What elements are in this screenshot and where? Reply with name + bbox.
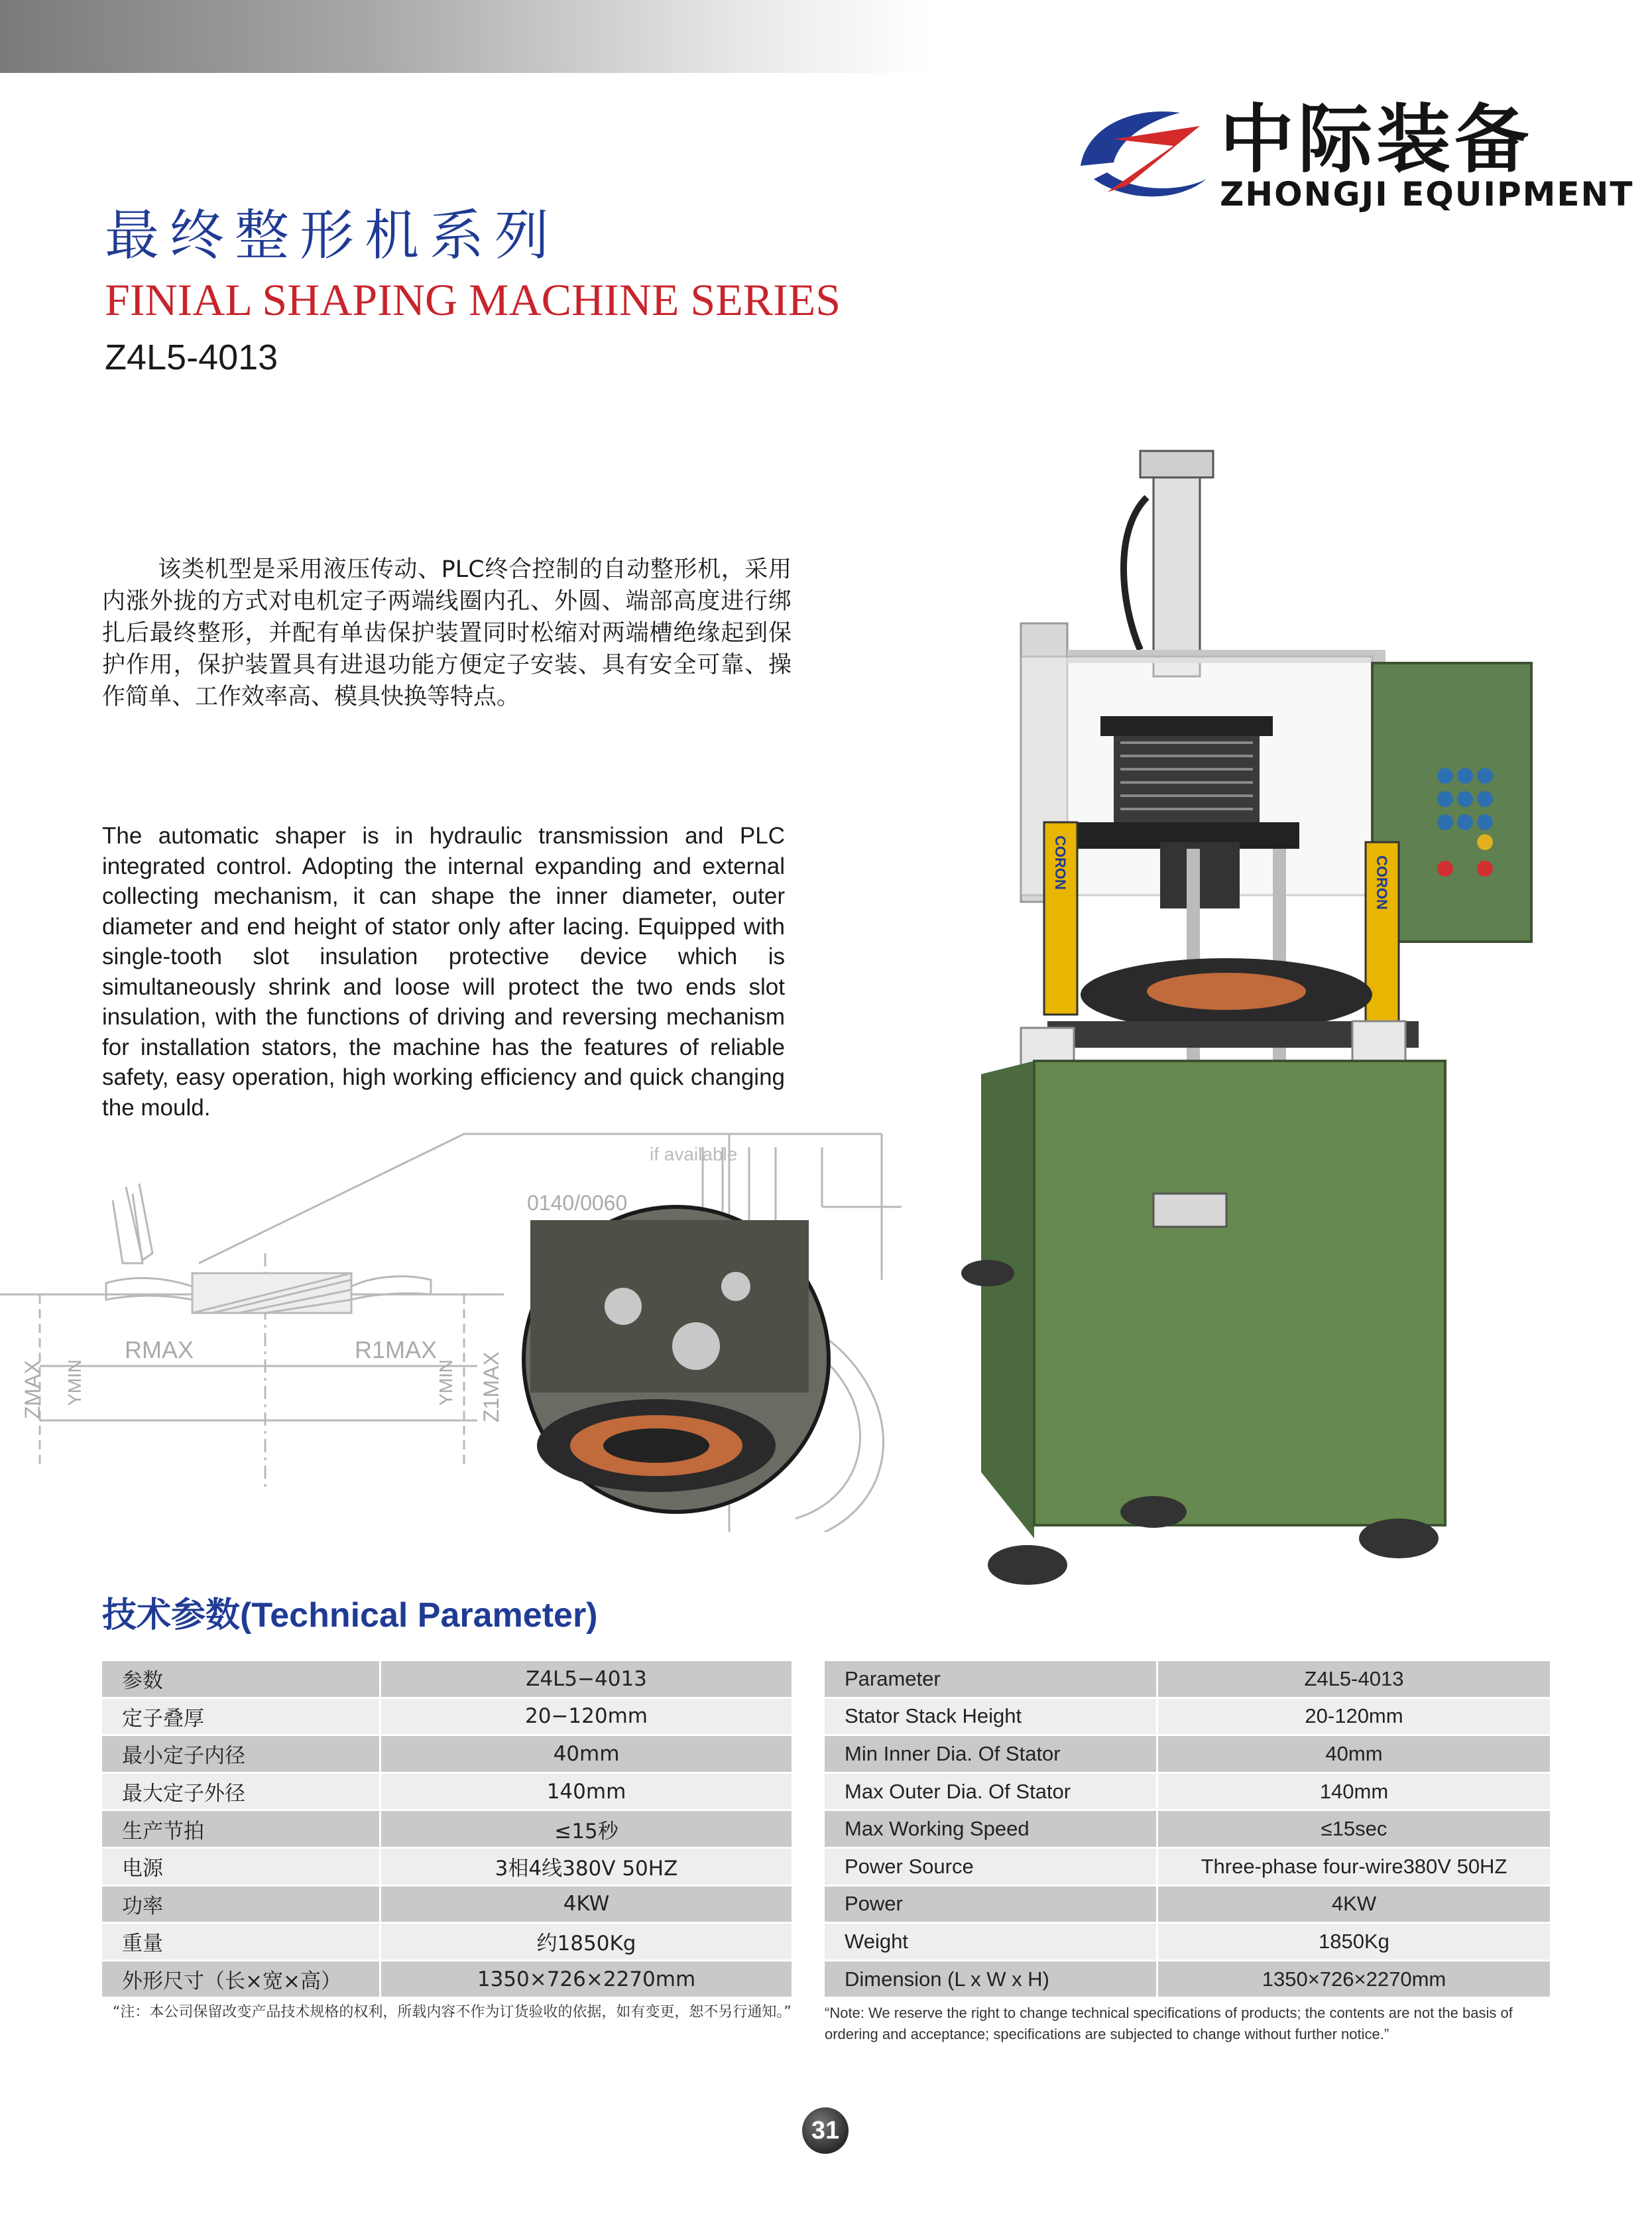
page-number: 31	[802, 2107, 849, 2154]
table-row	[102, 1773, 792, 1810]
table-row	[102, 1885, 792, 1923]
table-row	[102, 1960, 792, 1998]
table-row	[102, 1847, 792, 1885]
row-label: Weight	[825, 1923, 1157, 1961]
table-row	[825, 1735, 1550, 1773]
table-row	[102, 1923, 792, 1961]
table-row	[825, 1810, 1550, 1848]
params-heading-cn: 技术参数	[102, 1595, 241, 1635]
label-zmax: ZMAX	[21, 1360, 44, 1419]
row-value: Z4L5−4013	[381, 1661, 792, 1698]
table-row	[102, 1661, 792, 1698]
table-row	[825, 1698, 1550, 1735]
table-row	[102, 1810, 792, 1848]
table-row	[825, 1923, 1550, 1961]
label-rmax: RMAX	[125, 1336, 194, 1363]
header-band	[0, 0, 928, 73]
row-label: 重量	[102, 1923, 381, 1961]
row-label: 电源	[102, 1847, 381, 1885]
label-r1max: R1MAX	[355, 1336, 438, 1363]
note-en: “Note: We reserve the right to change technical specifications of products; the contents are not the basis of ordering and acceptance; specifications are subjected to change without further notice.”	[825, 2005, 1513, 2042]
row-label: Power Source	[825, 1847, 1157, 1885]
table-row	[825, 1661, 1550, 1698]
table-row	[102, 1735, 792, 1773]
row-value: 1350×726×2270mm	[1157, 1960, 1551, 1998]
description-en: The automatic shaper is in hydraulic transmission and PLC integrated control. Adopting the internal expanding and external collecting mechanism, it can shape the inner diameter, outer diameter and end height of stator only after lacing. Equipped with single-tooth slot insulation protective device which is simultaneously shrink and loose will protect the two ends slot insulation, with the functions of driving and reversing mechanism for installation stators, the machine has the features of reliable safety, easy operation, high working efficiency and quick changing the mould.	[102, 823, 785, 1121]
row-value: ≤15秒	[381, 1810, 792, 1848]
row-value: 140mm	[1157, 1773, 1551, 1810]
page-title-cn: 最终整形机系列	[105, 204, 560, 267]
note-cn: “注：本公司保留改变产品技术规格的权利，所载内容不作为订货验收的依据，如有变更，恕不另行通知。”	[113, 2004, 792, 2021]
label-ymin-right: YMIN	[436, 1359, 456, 1406]
params-heading-en: (Technical Parameter)	[240, 1596, 598, 1635]
row-label: 参数	[102, 1661, 381, 1698]
row-value: 约1850Kg	[381, 1923, 792, 1961]
model-number: Z4L5-4013	[105, 338, 278, 377]
row-value: 1850Kg	[1157, 1923, 1551, 1961]
row-value: ≤15sec	[1157, 1810, 1551, 1848]
row-value: 40mm	[1157, 1735, 1551, 1773]
table-row	[825, 1773, 1550, 1810]
table-row	[825, 1847, 1550, 1885]
label-code: 0140/0060	[527, 1191, 628, 1215]
row-label: 定子叠厚	[102, 1698, 381, 1735]
table-row	[825, 1960, 1550, 1998]
row-label: 生产节拍	[102, 1810, 381, 1848]
brand-name-cn: 中际装备	[1220, 97, 1533, 183]
row-value: 20−120mm	[381, 1698, 792, 1735]
machine-illustration	[902, 438, 1598, 1605]
row-value: 20-120mm	[1157, 1698, 1551, 1735]
page-title-en: FINIAL SHAPING MACHINE SERIES	[105, 275, 841, 325]
row-value: 40mm	[381, 1735, 792, 1773]
params-heading	[102, 1595, 598, 1635]
description-cn: 该类机型是采用液压传动、PLC终合控制的自动整形机，采用内涨外拢的方式对电机定子两端线圈内孔、外圆、端部高度进行绑扎后最终整形，并配有单齿保护装置同时松缩对两端槽绝缘起到保护作用，保护装置具有进退功能方便定子安装、具有安全可靠、操作简单、工作效率高、模具快换等特点。	[102, 556, 792, 710]
row-label: Power	[825, 1885, 1157, 1923]
brand-name-en: ZHONGJI EQUIPMENT	[1220, 175, 1634, 214]
row-label: 功率	[102, 1885, 381, 1923]
row-value: 4KW	[381, 1885, 792, 1923]
row-label: 最大定子外径	[102, 1773, 381, 1810]
row-value: Three-phase four-wire380V 50HZ	[1157, 1847, 1551, 1885]
row-value: 4KW	[1157, 1885, 1551, 1923]
light-curtain-label-right: CORON	[1374, 855, 1390, 910]
row-label: 最小定子内径	[102, 1735, 381, 1773]
light-curtain-label-left: CORON	[1052, 836, 1069, 890]
row-value: 1350×726×2270mm	[381, 1960, 792, 1998]
row-label: Max Working Speed	[825, 1810, 1157, 1848]
table-row	[825, 1885, 1550, 1923]
spec-table-cn	[102, 1661, 792, 1999]
technical-drawing	[0, 1121, 928, 1532]
row-value: 3相4线380V 50HZ	[381, 1847, 792, 1885]
row-value: 140mm	[381, 1773, 792, 1810]
spec-table-en	[825, 1661, 1550, 1999]
row-label: Parameter	[825, 1661, 1157, 1698]
row-value: Z4L5-4013	[1157, 1661, 1551, 1698]
table-row	[102, 1698, 792, 1735]
row-label: Max Outer Dia. Of Stator	[825, 1773, 1157, 1810]
row-label: Min Inner Dia. Of Stator	[825, 1735, 1157, 1773]
row-label: 外形尺寸（长×宽×高）	[102, 1960, 381, 1998]
label-avail: if available	[650, 1144, 738, 1164]
label-z1max: Z1MAX	[479, 1351, 503, 1422]
row-label: Stator Stack Height	[825, 1698, 1157, 1735]
closeup-photo	[524, 1207, 829, 1512]
row-label: Dimension (L x W x H)	[825, 1960, 1157, 1998]
label-ymin-left: YMIN	[64, 1359, 85, 1406]
